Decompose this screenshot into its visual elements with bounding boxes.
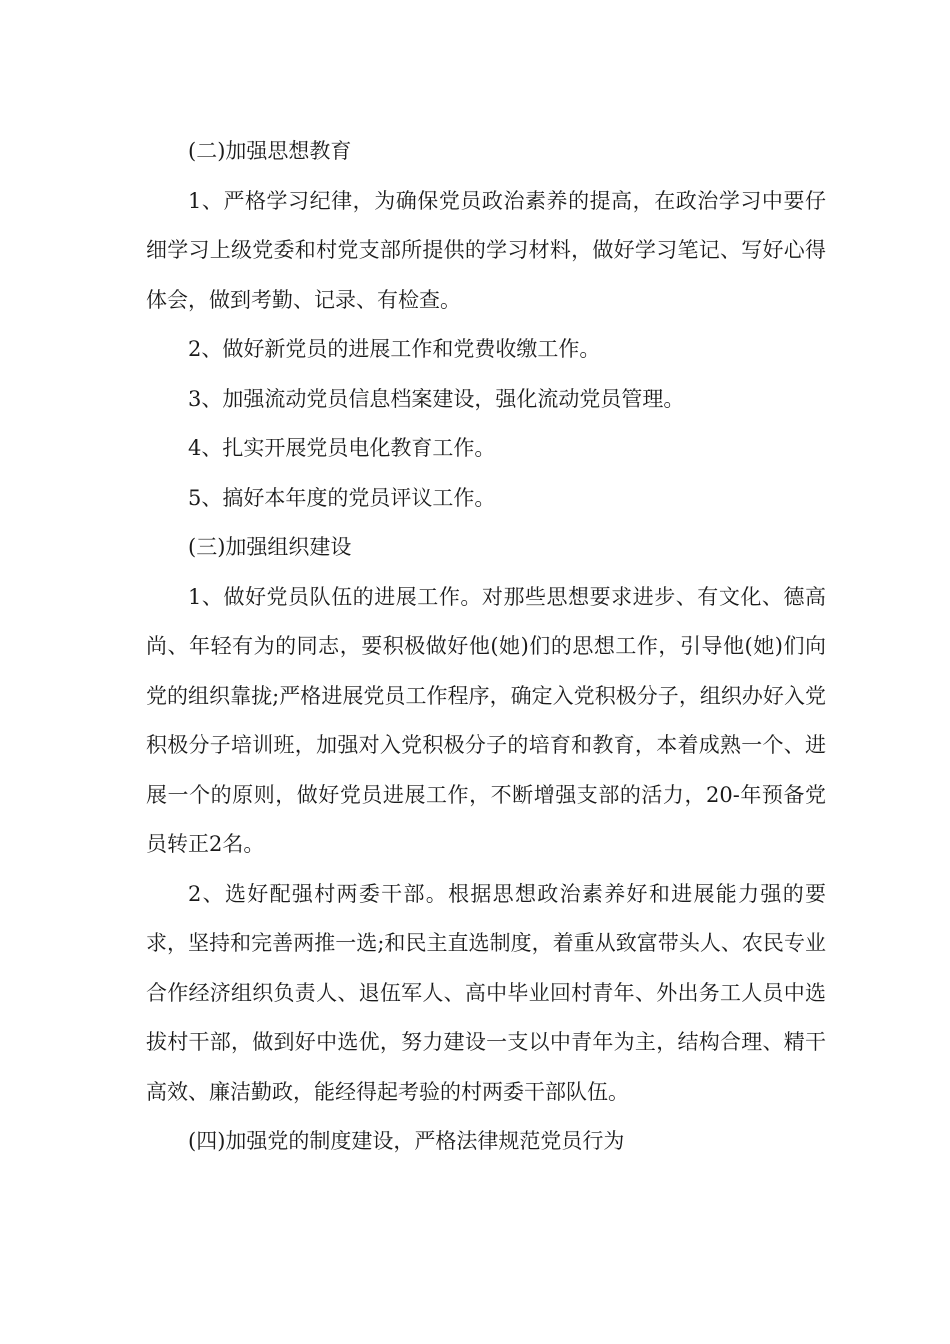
paragraph-team-development: 1、做好党员队伍的进展工作。对那些思想要求进步、有文化、德高尚、年轻有为的同志，要积极做好他(她)们的思想工作，引导他(她)们向党的组织靠拢;严格进展党员工作程序，确定入党积极分子，组织办好入党积极分子培训班，加强对入党积极分子的培育和教育，本着成熟一个、进展一个的原则，做好党员进展工作，不断增强支部的活力，20-年预备党员转正2名。 [146, 584, 826, 856]
section-heading-2: (二)加强思想教育 [188, 139, 352, 163]
paragraph-study-discipline: 1、严格学习纪律，为确保党员政治素养的提高，在政治学习中要仔细学习上级党委和村党支部所提供的学习材料，做好学习笔记、写好心得体会，做到考勤、记录、有检查。 [146, 188, 826, 312]
paragraph-new-members: 2、做好新党员的进展工作和党费收缴工作。 [188, 337, 601, 361]
section-heading-3: (三)加强组织建设 [188, 535, 352, 559]
paragraph-e-education: 4、扎实开展党员电化教育工作。 [188, 436, 496, 460]
section-heading-4: (四)加强党的制度建设，严格法律规范党员行为 [188, 1129, 625, 1153]
document-body [146, 127, 826, 1167]
paragraph-member-review: 5、搞好本年度的党员评议工作。 [188, 485, 496, 510]
paragraph-mobile-members: 3、加强流动党员信息档案建设，强化流动党员管理。 [188, 386, 685, 411]
paragraph-village-cadres: 2、选好配强村两委干部。根据思想政治素养好和进展能力强的要求，坚持和完善两推一选;和民主直选制度，着重从致富带头人、农民专业合作经济组织负责人、退伍军人、高中毕业回村青年、外出务工人员中选拔村干部，做到好中选优，努力建设一支以中青年为主，结构合理、精干高效、廉洁勤政，能经得起考验的村两委干部队伍。 [146, 881, 826, 1104]
